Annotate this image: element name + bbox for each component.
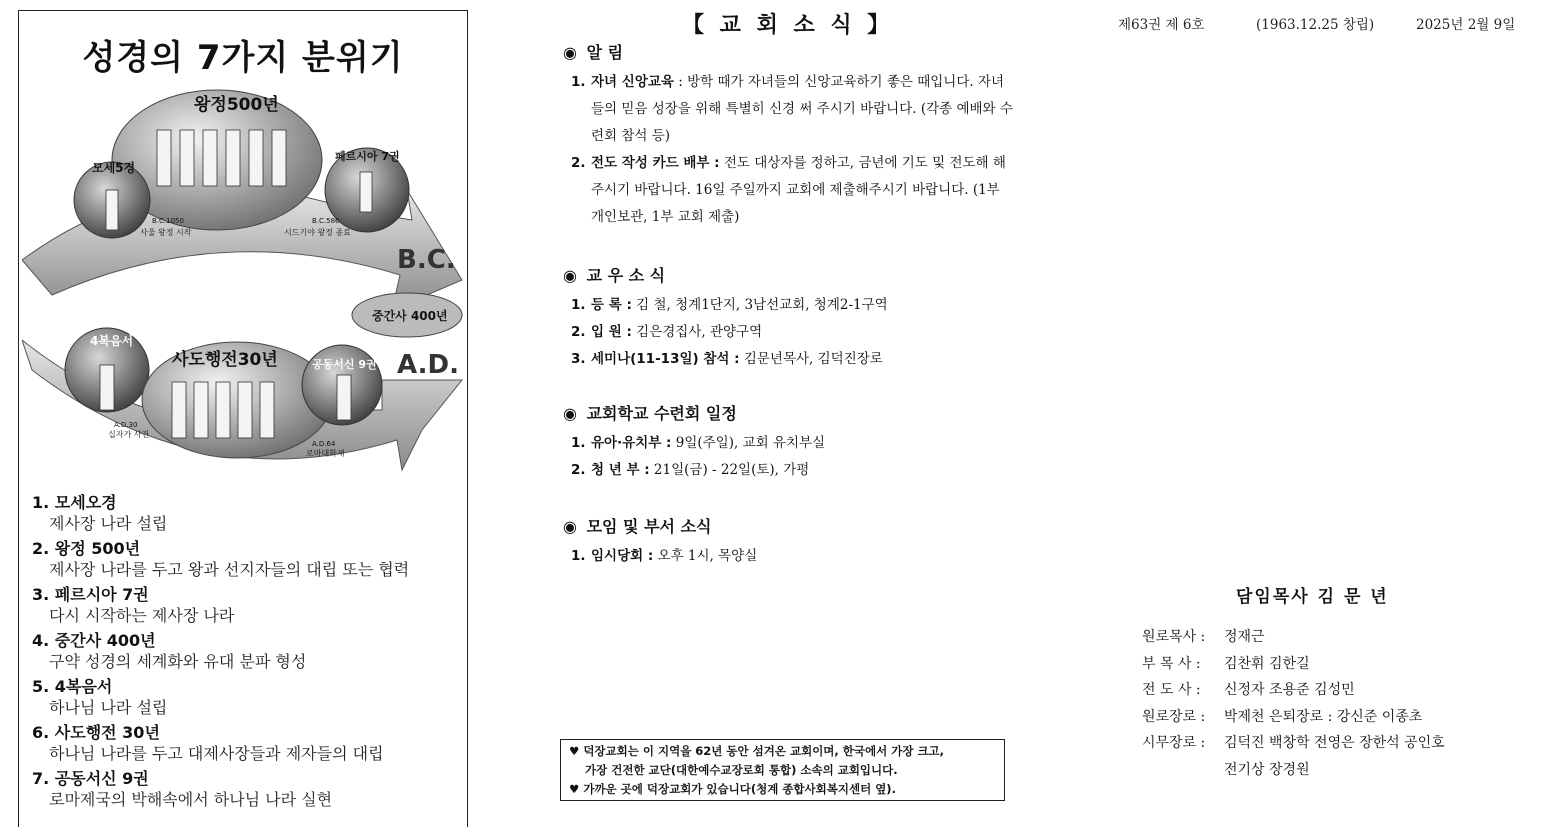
- list-item: 5. 4복음서 하나님 나라 설립: [32, 677, 168, 717]
- staff-row: 시무장로 : 김덕진 백창학 전영은 장한석 공인호: [1142, 735, 1445, 751]
- bullet-icon: ◉: [563, 517, 577, 536]
- label-ad64: A.D.64: [312, 440, 336, 448]
- panel-title: 성경의 7가지 분위기: [82, 38, 404, 78]
- volume-number: 제63권 제 6호: [1118, 17, 1205, 33]
- list-item: 2. 입 원 : 김은경집사, 관양구역: [571, 324, 763, 340]
- list-item: 1. 유아·유치부 : 9일(주일), 교회 유치부실: [571, 435, 826, 451]
- senior-pastor: 담임목사 김 문 년: [1236, 587, 1389, 607]
- staff-row: 전기상 장경원: [1224, 761, 1310, 778]
- section-school-retreat: [563, 401, 1013, 484]
- staff-list: [1142, 624, 1445, 783]
- label-acts: 사도행전30년: [172, 350, 278, 370]
- bible-eras-graphic: [22, 80, 470, 490]
- section-announcements: [563, 40, 1013, 231]
- section-meetings: [563, 514, 1013, 570]
- list-item: 1. 자녀 신앙교육 : 방학 때가 자녀들의 신앙교육하기 좋은 때입니다. 자녀들의 믿음 성장을 위해 특별히 신경 써 주시기 바랍니다. (각종 예배와 수련회 참석 등): [571, 74, 1013, 144]
- issue-date: 2025년 2월 9일: [1416, 17, 1516, 33]
- bullet-icon: ◉: [563, 43, 577, 62]
- bullet-icon: ◉: [563, 404, 577, 423]
- news-title: 【 교 회 소 식 】: [682, 13, 894, 38]
- list-item: 6. 사도행전 30년 하나님 나라를 두고 대제사장들과 제자들의 대립: [32, 723, 384, 763]
- label-zedekiah: 시드기야 왕정 종료: [284, 228, 351, 237]
- list-item: 4. 중간사 400년 구약 성경의 세계화와 유대 분파 형성: [32, 631, 307, 671]
- staff-row: 전 도 사 : 신정자 조용준 김성민: [1142, 682, 1355, 698]
- staff-row: 부 목 사 : 김찬휘 김한길: [1142, 655, 1310, 672]
- staff-row: 원로장로 : 박제천 은퇴장로 : 강신준 이종초: [1142, 708, 1423, 725]
- label-moses: 모세5경: [92, 161, 136, 175]
- label-cross: 십자가 사건: [108, 430, 150, 439]
- church-notice-box: ♥ 덕장교회는 이 지역을 62년 동안 섬겨온 교회이며, 한국에서 가장 크고, 가장 건전한 교단(대한예수교장로회 통합) 소속의 교회입니다. ♥ 가까운 곳에 덕장교회가 있습니다(청계 종합사회복지센터 옆).: [560, 739, 1005, 801]
- label-royal: 왕정500년: [194, 95, 279, 115]
- label-bc586: B.C.586: [312, 217, 340, 225]
- list-item: 3. 세미나(11-13일) 참석 : 김문년목사, 김덕진장로: [571, 351, 883, 367]
- section-heading: 교회학교 수련회 일정: [586, 404, 737, 423]
- label-ad30: A.D.30: [114, 421, 138, 429]
- bullet-icon: ◉: [563, 266, 577, 285]
- list-item: 7. 공동서신 9권 로마제국의 박해속에서 하나님 나라 실현: [32, 769, 333, 809]
- list-item: 2. 전도 작성 카드 배부 : 전도 대상자를 정하고, 금년에 기도 및 전도해 해주시기 바랍니다. 16일 주일까지 교회에 제출해주시기 바랍니다. (1부 개인보관, 1부 교회 제출): [571, 155, 1006, 225]
- list-item: 2. 청 년 부 : 21일(금) - 22일(토), 가평: [571, 462, 810, 478]
- list-item: 3. 페르시아 7권 다시 시작하는 제사장 나라: [32, 585, 235, 625]
- list-item: 1. 모세오경 제사장 나라 설립: [32, 493, 168, 533]
- label-ad: A.D.: [397, 350, 459, 380]
- section-member-news: [563, 263, 1013, 373]
- founded-date: (1963.12.25 창립): [1256, 17, 1375, 33]
- list-item: 2. 왕정 500년 제사장 나라를 두고 왕과 선지자들의 대립 또는 협력: [32, 539, 410, 579]
- list-item: 1. 등 록 : 김 철, 청계1단지, 3남선교회, 청계2-1구역: [571, 297, 888, 313]
- staff-row: 원로목사 : 정재근: [1142, 629, 1265, 645]
- era-list: [32, 492, 452, 814]
- label-saul: 사울 왕정 시작: [140, 228, 192, 237]
- section-heading: 모임 및 부서 소식: [586, 517, 712, 536]
- label-rome-fire: 로마대화재: [306, 449, 345, 458]
- label-intertestament: 중간사 400년: [372, 309, 448, 323]
- label-epistles: 공동서신 9권: [312, 358, 377, 371]
- section-heading: 교 우 소 식: [586, 266, 666, 285]
- label-persia: 페르시아 7권: [335, 150, 400, 163]
- label-bc: B.C.: [397, 245, 456, 275]
- section-heading: 알 림: [586, 43, 624, 62]
- list-item: 1. 임시당회 : 오후 1시, 목양실: [571, 548, 758, 564]
- label-bc1050: B.C.1050: [152, 217, 184, 225]
- label-gospels: 4복음서: [90, 334, 134, 348]
